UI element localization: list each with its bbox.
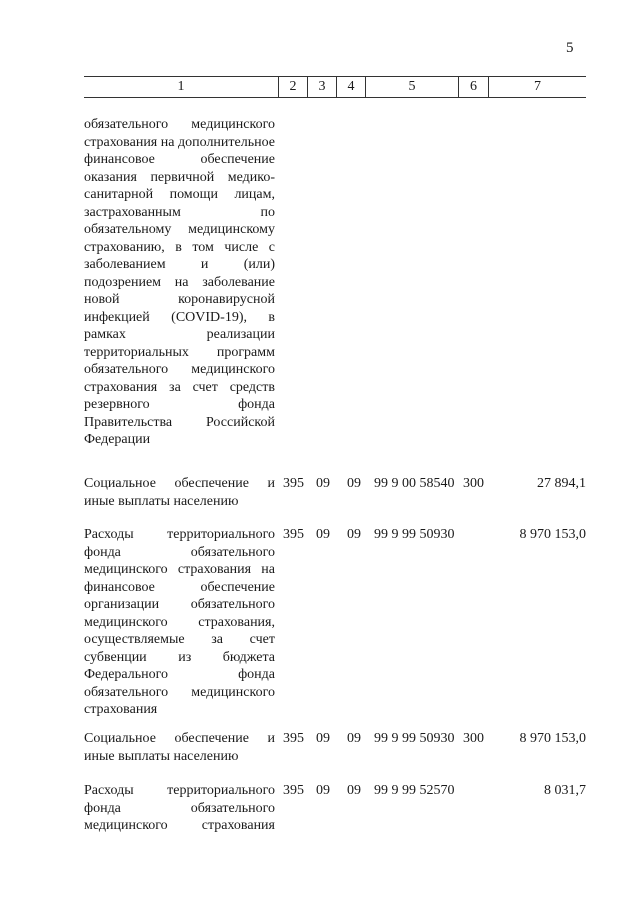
header-col-4: 4 xyxy=(336,77,365,97)
row-code-expense-type: 300 xyxy=(463,476,484,491)
row-amount: 8 970 153,0 xyxy=(519,731,586,746)
row-code-subsection: 09 xyxy=(347,476,361,491)
row-amount: 8 970 153,0 xyxy=(519,527,586,542)
row-code-subsection: 09 xyxy=(347,527,361,542)
row-code-admin: 395 xyxy=(283,527,304,542)
header-col-2: 2 xyxy=(278,77,307,97)
header-col-1: 1 xyxy=(177,79,185,94)
row-code-target: 99 9 99 50930 xyxy=(374,527,455,542)
table-row xyxy=(84,526,586,716)
row-code-section: 09 xyxy=(316,731,330,746)
row-code-target: 99 9 99 50930 xyxy=(374,731,455,746)
table-row xyxy=(84,730,586,766)
row-code-admin: 395 xyxy=(283,476,304,491)
row-description: Социальное обеспечение и иные выплаты населению xyxy=(84,476,275,509)
table-header xyxy=(84,76,586,98)
row-description: Расходы территориального фонда обязательного медицинского страхования на финансовое обеспечение организации обязательного медицинского страхования, осуществляемые за счет субвенции из бюджета Федерального фонда обязательного медицинского страхования xyxy=(84,527,275,717)
row-code-section: 09 xyxy=(316,476,330,491)
row-code-section: 09 xyxy=(316,527,330,542)
row-code-admin: 395 xyxy=(283,783,304,798)
header-col-6: 6 xyxy=(458,77,488,97)
row-description: Расходы территориального фонда обязательного медицинского страхования xyxy=(84,783,275,833)
row-amount: 27 894,1 xyxy=(537,476,586,491)
page-number: 5 xyxy=(566,40,574,56)
header-col-3: 3 xyxy=(307,77,336,97)
row-code-admin: 395 xyxy=(283,731,304,746)
row-code-target: 99 9 99 52570 xyxy=(374,783,455,798)
header-col-7: 7 xyxy=(488,77,586,97)
row-description: обязательного медицинского страхования на дополнительное финансовое обеспечение оказания первичной медико-санитарной помощи лицам, застрахованным по обязательному медицинскому страхованию, в том числе с заболеванием и (или) подозрением на заболевание новой коронавирусной инфекцией (COVID-19), в рамках реализации территориальных программ обязательного медицинского страхования за счет средств резервного фонда Правительства Российской Федерации xyxy=(84,117,275,447)
row-code-expense-type: 300 xyxy=(463,731,484,746)
row-code-target: 99 9 00 58540 xyxy=(374,476,455,491)
row-code-section: 09 xyxy=(316,783,330,798)
table-row xyxy=(84,116,586,466)
row-description: Социальное обеспечение и иные выплаты населению xyxy=(84,731,275,764)
header-col-5: 5 xyxy=(365,77,458,97)
table-row xyxy=(84,475,586,511)
table-row xyxy=(84,782,586,842)
row-code-subsection: 09 xyxy=(347,783,361,798)
row-amount: 8 031,7 xyxy=(544,783,586,798)
row-code-subsection: 09 xyxy=(347,731,361,746)
